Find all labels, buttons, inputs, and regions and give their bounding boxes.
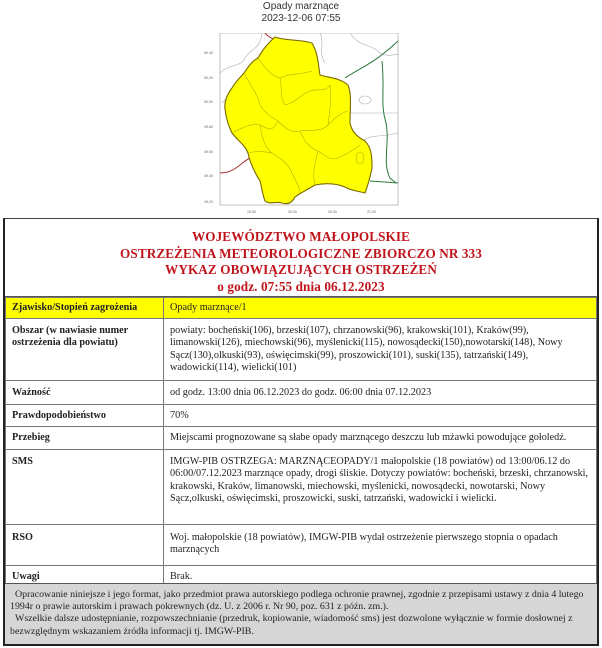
header-title: OSTRZEŻENIA METEOROLOGICZNE ZBIORCZO NR 333 bbox=[120, 245, 482, 261]
row-label: Prawdopodobieństwo bbox=[6, 404, 164, 426]
row-label: Uwagi bbox=[6, 565, 164, 587]
redistribution-notice: Wszelkie dalsze udostępnianie, rozpowszechnianie (przedruk, kopiowanie, wiadomość sms) jest dozwolone wyłącznie w formie dosłownej z bezwzględnym wskazaniem źródła informacji tj. IMGW-PIB. bbox=[10, 613, 573, 637]
row-label: Obszar (w nawiasie numer ostrzeżenia dla powiatu) bbox=[6, 318, 164, 380]
row-value: Miejscami prognozowane są słabe opady marznącego deszczu lub mżawki powodujące gołoledź. bbox=[164, 426, 597, 449]
table-row-sms bbox=[6, 449, 597, 524]
row-label: RSO bbox=[6, 524, 164, 565]
row-value: Opady marznące/1 bbox=[164, 298, 597, 319]
row-value: IMGW-PIB OSTRZEGA: MARZNĄCEOPADY/1 małopolskie (18 powiatów) od 13:00/06.12 do 06:00/07.12.2023 marznące opady, drogi śliskie. Dotyczy powiatów: bocheński, brzeski, chrzanowski, krakowski, Kraków, limanowski, miechowski, myślenicki, nowosądecki, nowotarski, Nowy Sącz,olkuski, oświęcimski, proszowicki, suski, tatrzański, wadowicki i wielicki. bbox=[164, 449, 597, 524]
x-tick: 21.00 bbox=[367, 210, 376, 214]
y-tick: 49.40 bbox=[204, 174, 213, 178]
map-datetime: 2023-12-06 07:55 bbox=[261, 13, 341, 24]
table-row-rso bbox=[6, 524, 597, 565]
table-row-course bbox=[6, 426, 597, 449]
y-tick: 50.40 bbox=[204, 51, 213, 55]
row-label: Ważność bbox=[6, 380, 164, 404]
header-issued: o godz. 07:55 dnia 06.12.2023 bbox=[217, 278, 385, 294]
warning-header bbox=[5, 219, 597, 297]
warning-table bbox=[5, 297, 597, 587]
y-tick: 49.80 bbox=[204, 125, 213, 129]
row-value: 70% bbox=[164, 404, 597, 426]
map-title: Opady marznące bbox=[262, 1, 340, 12]
warning-document bbox=[3, 218, 599, 646]
x-tick: 19.50 bbox=[247, 210, 256, 214]
row-label: SMS bbox=[6, 449, 164, 524]
y-tick: 49.60 bbox=[204, 150, 213, 154]
y-tick: 50.00 bbox=[204, 100, 213, 104]
table-row-probability bbox=[6, 404, 597, 426]
map-graphic bbox=[200, 33, 400, 218]
x-tick: 20.00 bbox=[288, 210, 297, 214]
table-row-validity bbox=[6, 380, 597, 404]
row-value: Woj. małopolskie (18 powiatów), IMGW-PIB wydał ostrzeżenie pierwszego stopnia o opadach marznących bbox=[164, 524, 597, 565]
row-label: Przebieg bbox=[6, 426, 164, 449]
copyright-footer bbox=[5, 583, 597, 644]
map-title-block bbox=[0, 1, 602, 25]
row-value: Brak. bbox=[164, 565, 597, 587]
row-label: Zjawisko/Stopień zagrożenia bbox=[6, 298, 164, 319]
y-tick: 49.20 bbox=[204, 200, 213, 204]
warning-map bbox=[200, 33, 400, 218]
table-row-area bbox=[6, 318, 597, 380]
header-region: WOJEWÓDZTWO MAŁOPOLSKIE bbox=[191, 229, 411, 244]
copyright-notice: Opracowanie niniejsze i jego format, jako przedmiot prawa autorskiego podlega ochronie prawnej, zgodnie z przepisami ustawy z dnia 4 lutego 1994r o prawie autorskim i prawach pokrewnych (dz. U. z 2006 r. Nr 90, poz. 631 z późn. zm.). bbox=[10, 589, 584, 613]
row-value: powiaty: bocheński(106), brzeski(107), chrzanowski(96), krakowski(101), Kraków(99), limanowski(126), miechowski(96), myślenicki(115), nowosądecki(150),nowotarski(148), Nowy Sącz(130),olkuski(93), oświęcimski(99), proszowicki(101), suski(135), tatrzański(149), wadowicki(114), wielicki(101) bbox=[164, 318, 597, 380]
row-value: od godz. 13:00 dnia 06.12.2023 do godz. 06:00 dnia 07.12.2023 bbox=[164, 380, 597, 404]
table-row-phenomenon bbox=[6, 298, 597, 319]
y-tick: 50.20 bbox=[204, 76, 213, 80]
header-subtitle: WYKAZ OBOWIĄZUJĄCYCH OSTRZEŻEŃ bbox=[165, 262, 437, 277]
x-tick: 20.50 bbox=[328, 210, 337, 214]
